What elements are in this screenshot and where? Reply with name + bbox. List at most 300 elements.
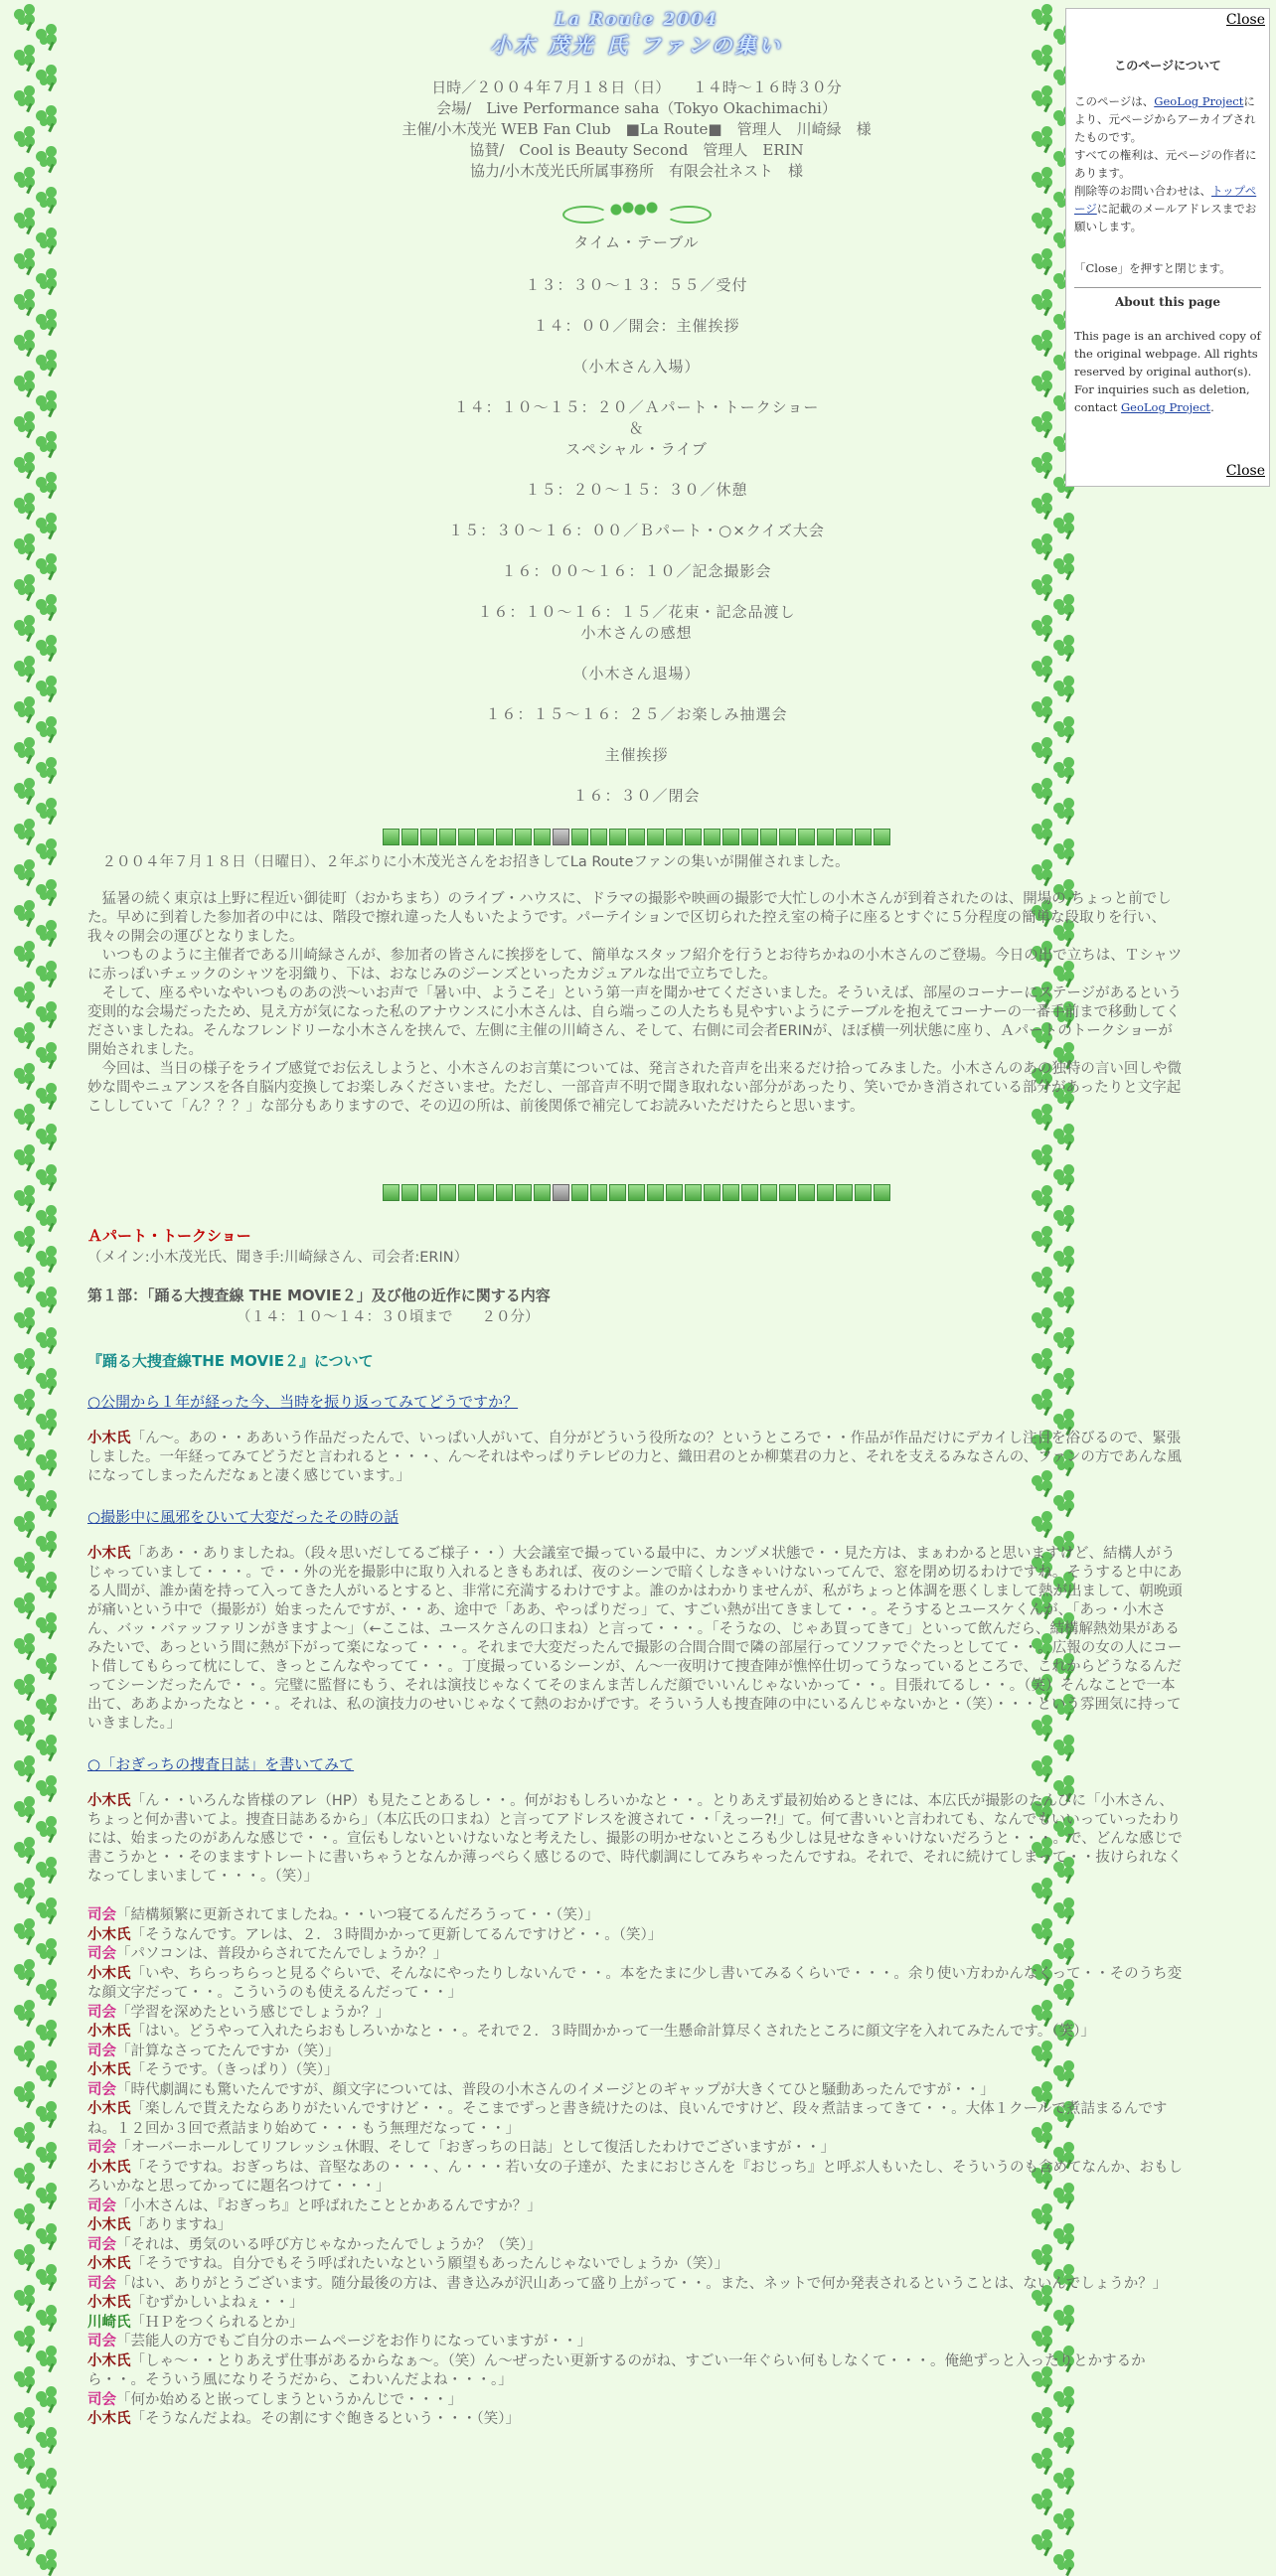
clover-icon bbox=[1053, 2508, 1075, 2530]
dialogue-text: 「何か始めると嵌ってしまうというかんじで・・・」 bbox=[116, 2391, 462, 2408]
clover-icon bbox=[36, 2427, 58, 2449]
clover-icon bbox=[14, 1592, 36, 1614]
speaker-label: 川崎氏 bbox=[87, 2314, 131, 2331]
notice-text: により、元ページからアーカイブされたものです。 bbox=[1074, 94, 1256, 144]
dialogue-line bbox=[87, 2236, 1186, 2256]
notice-text-en: This page is an archived copy of the original webpage. All rights reserved by original author(s). For inquiries such as deletion, contact bbox=[1074, 329, 1261, 414]
clover-icon bbox=[14, 1878, 36, 1899]
divider-square-icon bbox=[383, 1184, 399, 1201]
divider-square-icon bbox=[760, 829, 777, 845]
divider-square-icon bbox=[515, 829, 532, 845]
archive-notice-panel bbox=[1065, 8, 1270, 487]
clover-icon bbox=[36, 1979, 58, 2001]
dialogue-text: 「楽しんで貰えたならありがたいんですけど・・。そこまでずっと書き続けたのは、良いんですけど、段々煮詰まってきて・・。大体１クールで煮詰まるんですね。１２回か３回で煮詰まり始めて・・・もう無理だなって・・」 bbox=[87, 2101, 1168, 2137]
clover-icon bbox=[36, 920, 58, 942]
dialogue-line bbox=[87, 2352, 1186, 2391]
dialogue-line bbox=[87, 2197, 1186, 2217]
clover-icon bbox=[36, 2142, 58, 2164]
clover-icon bbox=[14, 2407, 36, 2429]
topic-title: 『踊る大捜査線THE MOVIE２』について bbox=[87, 1352, 374, 1370]
dialogue-line bbox=[87, 2391, 1186, 2411]
dialogue-text: 「そうなんです。アレは、２．３時間かかって更新してるんですけど・・。（笑）」 bbox=[130, 1926, 663, 1943]
dialogue-line bbox=[87, 1926, 1186, 1946]
divider-square-icon bbox=[496, 829, 513, 845]
clover-icon bbox=[36, 798, 58, 820]
clover-icon bbox=[1053, 2468, 1075, 2490]
logo-line2: 小木 茂光 氏 ファンの集い bbox=[490, 33, 783, 58]
dialogue-line bbox=[87, 2100, 1186, 2139]
geolog-link-en[interactable]: GeoLog Project bbox=[1120, 400, 1211, 414]
part-a-subtitle: （メイン:小木茂光氏、聞き手:川崎緑さん、司会者:ERIN） bbox=[87, 1250, 469, 1266]
divider-square-icon bbox=[515, 1184, 532, 1201]
clover-icon bbox=[36, 879, 58, 901]
clover-icon bbox=[36, 105, 58, 127]
speaker-label: 小木氏 bbox=[87, 2217, 131, 2233]
dialogue-line bbox=[87, 2139, 1186, 2159]
clover-icon bbox=[14, 2081, 36, 2103]
clover-icon bbox=[36, 716, 58, 738]
notice-title-ja: このページについて bbox=[1114, 59, 1221, 73]
dialogue-line bbox=[87, 2159, 1186, 2197]
clover-icon bbox=[36, 146, 58, 168]
dialogue-text: 「そうです。（きっぱり）（笑）」 bbox=[130, 2062, 339, 2078]
clover-icon bbox=[14, 1511, 36, 1533]
clover-icon bbox=[36, 65, 58, 86]
clover-border-left bbox=[14, 0, 58, 2551]
notice-divider bbox=[1074, 287, 1261, 288]
speaker-label: 小木氏 bbox=[87, 2101, 131, 2117]
clover-icon bbox=[36, 1490, 58, 1512]
divider-square-icon bbox=[741, 829, 758, 845]
clover-icon bbox=[1032, 2529, 1053, 2551]
divider-square-icon bbox=[609, 829, 626, 845]
event-info-line: 日時／２００４年７月１８日（日） １４時～１６時３０分 bbox=[431, 78, 842, 96]
answer-block bbox=[87, 1792, 1186, 1887]
speaker-label: 司会 bbox=[87, 2004, 116, 2021]
clover-icon bbox=[36, 431, 58, 453]
clover-icon bbox=[36, 1816, 58, 1838]
clover-icon bbox=[14, 982, 36, 1003]
clover-icon bbox=[36, 2264, 58, 2286]
timetable-item: １４：００／開会：主催挨拶 bbox=[533, 317, 740, 335]
clover-icon bbox=[14, 493, 36, 515]
divider-square-icon bbox=[855, 1184, 872, 1201]
clover-icon bbox=[14, 2326, 36, 2348]
divider-square-icon bbox=[439, 829, 456, 845]
event-info-line: 協力/小木茂光氏所属事務所 有限会社ネスト 様 bbox=[469, 162, 804, 180]
divider-square-icon bbox=[666, 829, 683, 845]
notice-text: 削除等のお問い合わせは、 bbox=[1074, 184, 1211, 198]
clover-icon bbox=[36, 553, 58, 575]
dialogue-text: 「はい、ありがとうございます。随分最後の方は、書き込みが沢山あって盛り上がって・・。また、ネットで何か発表されるということは、ないんでしょうか？」 bbox=[116, 2275, 1168, 2292]
clover-icon bbox=[36, 1368, 58, 1390]
section1-time: （１４：１０～１４：３０頃まで ２０分） bbox=[237, 1309, 540, 1325]
dialogue-line bbox=[87, 2081, 1186, 2101]
speaker-label: 小木氏 bbox=[87, 2295, 131, 2311]
speaker-label: 司会 bbox=[87, 2197, 116, 2214]
top-page-link[interactable]: トップページ bbox=[1074, 184, 1257, 216]
divider-square-icon bbox=[553, 829, 569, 845]
close-button-bottom[interactable]: Close bbox=[1225, 463, 1265, 479]
dialogue-text: 「そうですね。おぎっちは、音堅なあの・・・、ん・・・若い女の子達が、たまにおじさんを『おじっち』と呼ぶ人もいたし、そういうのも含めてなんか、おもしろいかなと思ってかってに題名つけて・・・」 bbox=[87, 2159, 1183, 2195]
divider-square-icon bbox=[647, 1184, 664, 1201]
part-a-title: Ａパート・トークショー bbox=[87, 1227, 251, 1245]
clover-icon bbox=[14, 574, 36, 596]
clover-icon bbox=[14, 2366, 36, 2388]
speaker-label: 司会 bbox=[87, 2391, 116, 2408]
clover-icon bbox=[14, 533, 36, 555]
clover-icon bbox=[36, 2468, 58, 2490]
clover-icon bbox=[36, 350, 58, 372]
leaf-ornament-icon bbox=[87, 200, 1186, 228]
clover-icon bbox=[14, 1633, 36, 1655]
clover-icon bbox=[14, 371, 36, 392]
clover-icon bbox=[36, 1409, 58, 1431]
clover-icon bbox=[14, 2041, 36, 2062]
divider-square-icon bbox=[439, 1184, 456, 1201]
timetable-item: １６：３０／閉会 bbox=[572, 787, 701, 805]
clover-icon bbox=[36, 1083, 58, 1105]
square-divider bbox=[87, 1182, 1186, 1201]
divider-square-icon bbox=[590, 829, 607, 845]
clover-icon bbox=[14, 2163, 36, 2185]
speaker-label: 小木氏 bbox=[87, 2411, 131, 2427]
timetable-item: １４：１０～１５：２０／Ａパート・トークショー ＆ スペシャル・ライブ bbox=[453, 398, 820, 458]
divider-square-icon bbox=[836, 1184, 853, 1201]
divider-square-icon bbox=[722, 829, 739, 845]
timetable-item: １６：１０～１６：１５／花束・記念品渡し 小木さんの感想 bbox=[477, 603, 796, 642]
clover-icon bbox=[36, 390, 58, 412]
question-link[interactable]: ○公開から１年が経った今、当時を振り返ってみてどうですか？ bbox=[87, 1393, 519, 1411]
divider-square-icon bbox=[401, 1184, 418, 1201]
speaker-label: 小木氏 bbox=[87, 1546, 131, 1562]
clover-icon bbox=[36, 1124, 58, 1145]
divider-square-icon bbox=[477, 829, 494, 845]
dialogue-line bbox=[87, 1906, 1186, 1926]
timetable-item: １６：００～１６：１０／記念撮影会 bbox=[501, 562, 772, 580]
clover-icon bbox=[14, 1226, 36, 1248]
clover-icon bbox=[36, 513, 58, 534]
dialogue-text: 「それは、勇気のいる呼び方じゃなかったんでしょうか？（笑）」 bbox=[116, 2236, 542, 2253]
section1-title: 第１部：「踊る大捜査線 THE MOVIE２」及び他の近作に関する内容 bbox=[87, 1287, 551, 1304]
dialogue-text: 「いや、ちらっちらっと見るぐらいで、そんなにやったりしないんで・・。本をたまに少し書いてみるくらいで・・・。余り使い方わかんなくって・・そのうち変な顔文字だって・・。こういうのも使えるんだって・・」 bbox=[87, 1965, 1183, 2001]
timetable-item: １６：１５～１６：２５／お楽しみ抽選会 bbox=[485, 705, 788, 723]
clover-icon bbox=[36, 187, 58, 209]
divider-square-icon bbox=[779, 1184, 796, 1201]
clover-icon bbox=[14, 1674, 36, 1696]
intro-paragraph: ２００４年７月１８日（日曜日）、２年ぶりに小木茂光さんをお招きしてLa Routeファンの集いが開催されました。 bbox=[101, 854, 850, 870]
dialogue-line bbox=[87, 2023, 1186, 2043]
geolog-link[interactable]: GeoLog Project bbox=[1154, 94, 1244, 108]
notice-text: 「Close」を押すと閉じます。 bbox=[1074, 261, 1231, 275]
clover-icon bbox=[36, 2346, 58, 2367]
divider-square-icon bbox=[760, 1184, 777, 1201]
divider-square-icon bbox=[477, 1184, 494, 1201]
divider-square-icon bbox=[401, 829, 418, 845]
divider-square-icon bbox=[779, 829, 796, 845]
dialogue-text: 「むずかしいよねぇ・・」 bbox=[130, 2295, 304, 2311]
clover-icon bbox=[36, 1572, 58, 1593]
clover-icon bbox=[14, 45, 36, 67]
clover-icon bbox=[36, 472, 58, 494]
divider-square-icon bbox=[685, 829, 702, 845]
dialogue-list bbox=[87, 1906, 1186, 2430]
clover-icon bbox=[14, 2203, 36, 2225]
answer-text: 「ん～。あの・・ああいう作品だったんで、いっぱい人がいて、自分がどういう役所なの？というところで・・作品が作品だけにデカイし注目を浴びるので、緊張しました。一年経ってみてどうだと言われると・・・、ん～それはやっぱりテレビの力と、織田君のとか柳葉君の力と、それを支えるみなさんの、ファンの方であんな風になってしまったんだなぁと凄く感じています。」 bbox=[87, 1431, 1182, 1484]
dialogue-text: 「そうなんだよね。その割にすぐ飽きるという・・・（笑）」 bbox=[130, 2411, 520, 2427]
clover-icon bbox=[36, 268, 58, 290]
intro-paragraph: そして、座るやいなやいつものあの渋～いお声で「暑い中、ようこそ」という第一声を聞かせてくださいました。そういえば、部屋のコーナーにステージがあるという変則的な会場だったため、見え方が気になった私のアナウンスに小木さんは、自ら端っこの人たちも見やすいようにテーブルを抱えてコーナーの一番手前まで移動してくださいましたね。そんなフレンドリーな小木さんを挟んで、左側に主催の川崎さん、そして、右側に司会者ERINが、ほぼ横一列状態に座り、Ａパートのトークショーが開始されました。 bbox=[87, 985, 1183, 1058]
clover-icon bbox=[14, 2529, 36, 2551]
clover-icon bbox=[36, 1612, 58, 1634]
speaker-label: 司会 bbox=[87, 2140, 116, 2156]
clover-icon bbox=[14, 2244, 36, 2266]
clover-icon bbox=[36, 1694, 58, 1716]
dialogue-text: 「オーバーホールしてリフレッシュ休暇、そして「おぎっちの日誌」として復活したわけでございますが・・」 bbox=[116, 2140, 835, 2156]
speaker-label: 司会 bbox=[87, 1907, 116, 1923]
notice-text: このページは、 bbox=[1074, 94, 1155, 108]
clover-icon bbox=[1032, 2448, 1053, 2470]
dialogue-line bbox=[87, 2061, 1186, 2081]
speaker-label: 司会 bbox=[87, 2236, 116, 2253]
dialogue-line bbox=[87, 1945, 1186, 1965]
clover-icon bbox=[14, 248, 36, 270]
clover-icon bbox=[14, 1715, 36, 1737]
clover-icon bbox=[36, 594, 58, 616]
clover-icon bbox=[36, 24, 58, 46]
event-info-line: 会場/ Live Performance saha（Tokyo Okachimachi） bbox=[436, 99, 837, 117]
divider-square-icon bbox=[571, 829, 588, 845]
clover-icon bbox=[14, 1430, 36, 1451]
clover-icon bbox=[14, 167, 36, 189]
clover-icon bbox=[14, 1552, 36, 1574]
clover-icon bbox=[36, 2020, 58, 2042]
clover-icon bbox=[14, 615, 36, 637]
clover-icon bbox=[36, 1531, 58, 1553]
clover-icon bbox=[14, 1389, 36, 1411]
clover-icon bbox=[36, 1938, 58, 1960]
clover-icon bbox=[14, 900, 36, 922]
clover-icon bbox=[36, 1897, 58, 1919]
dialogue-text: 「芸能人の方でもご自分のホームページをお作りになっていますが・・」 bbox=[116, 2334, 592, 2349]
intro-paragraph: 今回は、当日の様子をライブ感覚でお伝えしようと、小木さんのお言葉については、発言された音声を出来るだけ拾ってみました。小木さんのあの独特の言い回しや微妙な間やニュアンスを各自脳内変換してお楽しみくださいませ。ただし、一部音声不明で聞き取れない部分があったり、笑いでかき消されている部分があったりと文字起こししていて「ん？？？」な部分もありますので、その辺の所は、前後関係で補完してお読みいただけたらと思います。 bbox=[87, 1061, 1182, 1115]
notice-title-en: About this page bbox=[1114, 295, 1221, 309]
intro-paragraph: 猛暑の続く東京は上野に程近い御徒町（おかちまち）のライブ・ハウスに、ドラマの撮影や映画の撮影で大忙しの小木さんが到着されたのは、開場の ちょっと前でした。早めに到着した参加者の中には、階段で擦れ違った人もいたようです。パーテイションで区切られた控え室の椅子に座るとすぐに５分程度の簡単な段取りを行い、我々の開会の運びとなりました。 bbox=[87, 891, 1172, 945]
clover-icon bbox=[14, 1104, 36, 1126]
speaker-label: 司会 bbox=[87, 2043, 116, 2059]
speaker-label: 小木氏 bbox=[87, 1431, 131, 1446]
dialogue-text: 「計算なさってたんですか（笑）」 bbox=[116, 2043, 340, 2059]
main-content bbox=[87, 0, 1186, 2430]
clover-icon bbox=[36, 2508, 58, 2530]
clover-icon bbox=[14, 737, 36, 759]
clover-icon bbox=[36, 1205, 58, 1227]
clover-icon bbox=[36, 2223, 58, 2245]
timetable-item: （小木さん入場） bbox=[572, 358, 701, 376]
speaker-label: 小木氏 bbox=[87, 1965, 131, 1982]
clover-icon bbox=[36, 838, 58, 860]
clover-icon bbox=[14, 778, 36, 800]
dialogue-line bbox=[87, 2043, 1186, 2062]
clover-icon bbox=[14, 941, 36, 963]
dialogue-line bbox=[87, 2216, 1186, 2236]
dialogue-text: 「しゃ～・・とりあえず仕事があるからなぁ～。（笑）ん～ぜったい更新するのがね、すごい一年ぐらい何もしなくて・・・。俺絶ずっと入ったりとかするから・・。そういう風になりそうだから、こわいんだよね・・・。」 bbox=[87, 2352, 1146, 2388]
divider-square-icon bbox=[874, 1184, 890, 1201]
clover-icon bbox=[36, 1735, 58, 1756]
timetable bbox=[87, 232, 1186, 807]
answer-block bbox=[87, 1430, 1186, 1486]
notice-period: . bbox=[1210, 400, 1214, 414]
divider-square-icon bbox=[420, 829, 437, 845]
question-link[interactable]: ○「おぎっちの捜査日誌」を書いてみて bbox=[87, 1755, 355, 1773]
divider-square-icon bbox=[458, 1184, 475, 1201]
divider-square-icon bbox=[666, 1184, 683, 1201]
dialogue-line bbox=[87, 2004, 1186, 2024]
divider-square-icon bbox=[628, 1184, 645, 1201]
divider-square-icon bbox=[855, 829, 872, 845]
divider-square-icon bbox=[817, 1184, 834, 1201]
clover-icon bbox=[36, 2183, 58, 2204]
clover-icon bbox=[14, 4, 36, 26]
clover-icon bbox=[36, 2101, 58, 2123]
clover-icon bbox=[36, 961, 58, 983]
timetable-item: （小木さん退場） bbox=[572, 665, 701, 682]
divider-square-icon bbox=[874, 829, 890, 845]
speaker-label: 小木氏 bbox=[87, 1793, 131, 1809]
clover-icon bbox=[36, 1042, 58, 1064]
speaker-label: 小木氏 bbox=[87, 1926, 131, 1943]
clover-icon bbox=[14, 1267, 36, 1288]
event-info-line: 協賛/ Cool is Beauty Second 管理人 ERIN bbox=[469, 141, 804, 159]
clover-icon bbox=[36, 227, 58, 249]
clover-icon bbox=[36, 1001, 58, 1023]
timetable-heading: タイム・テーブル bbox=[573, 233, 700, 251]
divider-square-icon bbox=[798, 829, 815, 845]
clover-icon bbox=[14, 1307, 36, 1329]
clover-icon bbox=[14, 2489, 36, 2510]
divider-square-icon bbox=[609, 1184, 626, 1201]
clover-icon bbox=[14, 2122, 36, 2144]
speaker-label: 司会 bbox=[87, 2334, 116, 2349]
divider-square-icon bbox=[496, 1184, 513, 1201]
clover-icon bbox=[14, 289, 36, 311]
dialogue-text: 「小木さんは、『おぎっち』と呼ばれたこととかあるんですか？」 bbox=[116, 2197, 542, 2214]
clover-icon bbox=[36, 309, 58, 331]
event-info bbox=[87, 77, 1186, 182]
clover-icon bbox=[14, 1796, 36, 1818]
timetable-item: １５：２０～１５：３０／休憩 bbox=[525, 481, 748, 499]
clover-icon bbox=[36, 1775, 58, 1797]
divider-square-icon bbox=[534, 829, 551, 845]
divider-square-icon bbox=[458, 829, 475, 845]
event-info-line: 主催/小木茂光 WEB Fan Club ■La Route■ 管理人 川崎緑 様 bbox=[401, 120, 872, 138]
clover-icon bbox=[14, 696, 36, 718]
notice-text: すべての権利は、元ページの作者にあります。 bbox=[1074, 148, 1257, 180]
square-divider bbox=[87, 827, 1186, 845]
clover-icon bbox=[14, 1755, 36, 1777]
divider-square-icon bbox=[571, 1184, 588, 1201]
speaker-label: 司会 bbox=[87, 2275, 116, 2292]
clover-icon bbox=[36, 2549, 58, 2571]
answer-text: 「ん・・いろんな皆様のアレ（HP）も見たことあるし・・。何がおもしろいかなと・・。とりあえず最初始めるときには、本広氏が撮影のたんびに「小木さん、ちょっと何か書いてよ。捜査日誌あるから」（本広氏の口まね）と言ってアドレスを渡されて・・「えっー?!」て。何て書いいと言われても、なんでもいいっていったわりには、始まったのがあんな感じで・・。宣伝もしないといけないなと考えたし、撮影の明かせないところも少しは見せなきゃいけないだろうと・・・。で、どんな感じで書こうかと・・そのまますトレートに書いちゃうとなんか薄っぺらく感じるので、時代劇調にしてみちゃったんですね。それで、それに続けてしまって・・抜けられなくなってしまいまして・・・。（笑）」 bbox=[87, 1793, 1183, 1885]
dialogue-line bbox=[87, 2333, 1186, 2352]
clover-icon bbox=[36, 1327, 58, 1349]
dialogue-text: 「学習を深めたという感じでしょうか？」 bbox=[116, 2004, 391, 2021]
speaker-label: 小木氏 bbox=[87, 2024, 131, 2040]
clover-icon bbox=[1032, 2489, 1053, 2510]
dialogue-text: 「時代劇調にも驚いたんですが、顔文字については、普段の小木さんのイメージとのギャップが大きくてひと騒動あったんですが・・」 bbox=[116, 2081, 995, 2098]
clover-icon bbox=[36, 2060, 58, 2082]
timetable-item: １５：３０～１６：００／Ｂパート・○×クイズ大会 bbox=[448, 522, 825, 539]
dialogue-text: 「そうですね。自分でもそう呼ばれたいなという願望もあったんじゃないでしょうか（笑）」 bbox=[130, 2256, 729, 2272]
clover-icon bbox=[36, 1857, 58, 1879]
clover-icon bbox=[14, 2285, 36, 2307]
clover-icon bbox=[36, 1653, 58, 1675]
intro-text bbox=[87, 853, 1186, 1117]
intro-paragraph: いつものように主催者である川崎緑さんが、参加者の皆さんに挨拶をして、簡単なスタッフ紹介を行うとお待ちかねの小木さんのご登場。今日の出で立ちは、Ｔシャツに赤っぽいチェックのシャツを羽織り、下は、おなじみのジーンズといったカジュアルな出で立ちでした。 bbox=[87, 948, 1183, 983]
dialogue-line bbox=[87, 2275, 1186, 2295]
divider-square-icon bbox=[685, 1184, 702, 1201]
logo-line1: La Route 2004 bbox=[555, 10, 718, 30]
clover-icon bbox=[1053, 2427, 1075, 2449]
dialogue-line bbox=[87, 2410, 1186, 2430]
clover-icon bbox=[14, 1185, 36, 1207]
timetable-item: １３：３０～１３：５５／受付 bbox=[525, 276, 748, 294]
divider-square-icon bbox=[383, 829, 399, 845]
divider-square-icon bbox=[704, 1184, 720, 1201]
clover-icon bbox=[14, 656, 36, 678]
divider-square-icon bbox=[534, 1184, 551, 1201]
timetable-item: 主催挨拶 bbox=[604, 746, 669, 764]
divider-square-icon bbox=[647, 829, 664, 845]
divider-square-icon bbox=[798, 1184, 815, 1201]
clover-icon bbox=[14, 1144, 36, 1166]
speaker-label: 小木氏 bbox=[87, 2256, 131, 2272]
answer-text: 「ああ・・ありましたね。（段々思いだしてるご様子・・）大会議室で撮っている最中に、カンヅメ状態で・・見た方は、まぁわかると思いますけど、結構人がうじゃっていまして・・・。で・・外の光を撮影中に取り入れるときもあれば、夜のシーンで暗くしなきゃいけないってんで、窓を閉め切るわけですね。そうすると中にある人間が、誰か菌を持って入ってきた人がいるとすると、非常に充満するわけですよ。誰のかはわかりませんが、私がちょっと体調を悪くしまして熱が出まして、朝晩頭が痛いという中で（撮影が）始まったんですが、・・あ、途中で「ああ、やっぱりだっ」て、すごい熱が出てきまして・・。そうするとユースケくんが、「あっ・小木さん、バッ・バァッファリンがきますよ～」（←ここは、ユースケさんの口まね）と言って・・・。「そうなの、じゃあ買ってきて」といって飲んだら、結構解熱効果があるみたいで、あっという間に熱が下がって楽になって・・・。それまで大変だったんで撮影の合間合間で隣の部屋行ってソファでぐたっとしてて・・。広報の女の人にコート借してもらって枕にして、きっとこんなやってて・・。丁度撮っているシーンが、ん～一夜明けて捜査陣が憔悴仕切ってうなっているところで、これからどうなるんだってシーンだったんで・・。完璧に監督にもう、それは演技じゃなくてそのまんま苦しんだ顔でいいんじゃないかって・・。目張れてるし・・。（笑）そんなことで一本出て、ああよかったなと・・。それは、私の演技力のせいじゃなくて熱のおかげです。そういう人も捜査陣の中にいるんじゃないかと・（笑）・・・という雰囲気に持っていきました。」 bbox=[87, 1546, 1183, 1732]
clover-icon bbox=[36, 1287, 58, 1308]
clover-icon bbox=[14, 819, 36, 840]
answer-block bbox=[87, 1545, 1186, 1734]
clover-icon bbox=[36, 676, 58, 697]
clover-icon bbox=[36, 635, 58, 657]
speaker-label: 司会 bbox=[87, 1946, 116, 1962]
divider-square-icon bbox=[628, 829, 645, 845]
dialogue-line bbox=[87, 2255, 1186, 2275]
site-logo bbox=[87, 10, 1186, 60]
clover-icon bbox=[36, 2386, 58, 2408]
dialogue-text: 「結構頻繁に更新されてましたね。・・いつ寝てるんだろうって・・（笑）」 bbox=[116, 1907, 599, 1923]
dialogue-line bbox=[87, 2314, 1186, 2334]
clover-icon bbox=[36, 757, 58, 779]
clover-icon bbox=[14, 1022, 36, 1044]
dialogue-line bbox=[87, 1965, 1186, 2004]
divider-square-icon bbox=[741, 1184, 758, 1201]
clover-icon bbox=[14, 1348, 36, 1370]
dialogue-text: 「ありますね」 bbox=[130, 2217, 232, 2233]
clover-icon bbox=[14, 126, 36, 148]
clover-icon bbox=[14, 85, 36, 107]
clover-icon bbox=[14, 1959, 36, 1981]
divider-square-icon bbox=[590, 1184, 607, 1201]
divider-square-icon bbox=[420, 1184, 437, 1201]
close-button-top[interactable]: Close bbox=[1225, 12, 1265, 28]
dialogue-text: 「はい。どうやって入れたらおもしろいかなと・・。それで２．３時間かかって一生懸命計算尽くされたところに顔文字を入れてみたんです。（笑）」 bbox=[130, 2024, 1095, 2040]
question-link[interactable]: ○撮影中に風邪をひいて大変だったその時の話 bbox=[87, 1508, 399, 1526]
dialogue-line bbox=[87, 2294, 1186, 2314]
divider-square-icon bbox=[722, 1184, 739, 1201]
clover-icon bbox=[14, 2000, 36, 2022]
clover-icon bbox=[14, 208, 36, 229]
